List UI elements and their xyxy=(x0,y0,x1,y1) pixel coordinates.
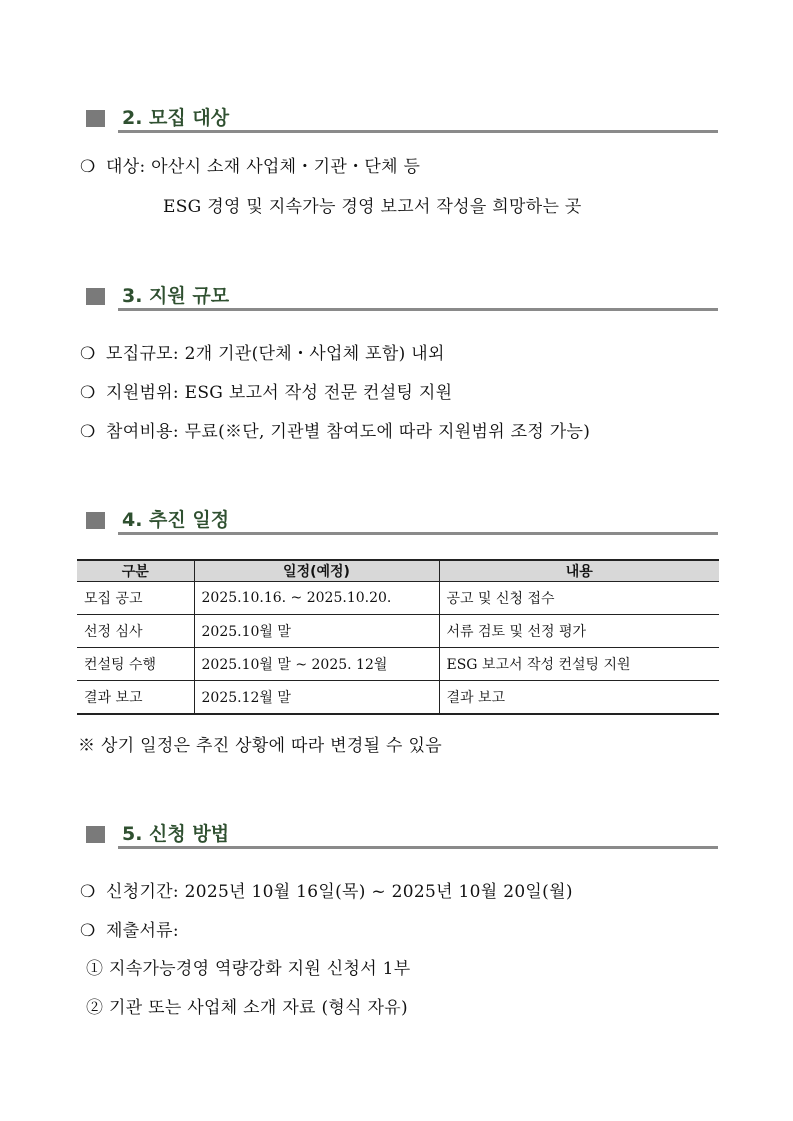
square-bullet-icon xyxy=(86,110,105,127)
table-cell: 결과 보고 xyxy=(77,681,194,715)
column-header: 내용 xyxy=(439,560,719,582)
table-cell: 2025.12월 말 xyxy=(194,681,439,715)
table-cell: 공고 및 신청 접수 xyxy=(439,582,719,615)
table-cell: 결과 보고 xyxy=(439,681,719,715)
circle-bullet-icon: ❍ xyxy=(80,344,96,364)
square-bullet-icon xyxy=(86,512,105,529)
scale-item xyxy=(80,343,445,365)
column-header: 일정(예정) xyxy=(194,560,439,582)
section-rule xyxy=(118,130,718,133)
apply-docs-label xyxy=(80,920,179,942)
circle-bullet-icon: ❍ xyxy=(80,157,96,177)
section-title: 4. 추진 일정 xyxy=(122,509,230,531)
schedule-table xyxy=(77,559,719,715)
section-heading-scale xyxy=(86,284,718,310)
scale-item xyxy=(80,421,590,443)
apply-docs-label-text: 제출서류: xyxy=(106,921,179,941)
table-cell: ESG 보고서 작성 컨설팅 지원 xyxy=(439,648,719,681)
table-row xyxy=(77,615,719,648)
table-cell: 2025.10월 말 ~ 2025. 12월 xyxy=(194,648,439,681)
apply-period-text: 신청기간: 2025년 10월 16일(목) ~ 2025년 10월 20일(월) xyxy=(106,882,573,902)
target-line xyxy=(80,156,420,178)
circle-bullet-icon: ❍ xyxy=(80,422,96,442)
circle-bullet-icon: ❍ xyxy=(80,383,96,403)
square-bullet-icon xyxy=(86,288,105,305)
table-cell: 서류 검토 및 선정 평가 xyxy=(439,615,719,648)
apply-doc-item: ① 지속가능경영 역량강화 지원 신청서 1부 xyxy=(86,959,411,979)
scale-item-text: 참여비용: 무료(※단, 기관별 참여도에 따라 지원범위 조정 가능) xyxy=(106,422,591,442)
apply-doc-item: ② 기관 또는 사업체 소개 자료 (형식 자유) xyxy=(86,998,408,1018)
section-rule xyxy=(118,532,718,535)
section-rule xyxy=(118,846,718,849)
schedule-note: ※ 상기 일정은 추진 상황에 따라 변경될 수 있음 xyxy=(78,736,442,756)
section-title: 2. 모집 대상 xyxy=(122,107,230,129)
target-text: 대상: 아산시 소재 사업체・기관・단체 등 xyxy=(106,157,421,177)
section-heading-target xyxy=(86,106,718,132)
column-header: 구분 xyxy=(77,560,194,582)
section-title: 3. 지원 규모 xyxy=(122,285,230,307)
target-line-continued: ESG 경영 및 지속가능 경영 보고서 작성을 희망하는 곳 xyxy=(163,197,582,217)
scale-item-text: 모집규모: 2개 기관(단체・사업체 포함) 내외 xyxy=(106,344,445,364)
table-cell: 모집 공고 xyxy=(77,582,194,615)
table-row xyxy=(77,648,719,681)
section-heading-schedule xyxy=(86,508,718,534)
scale-item-text: 지원범위: ESG 보고서 작성 전문 컨설팅 지원 xyxy=(106,383,453,403)
apply-period xyxy=(80,881,573,903)
section-title: 5. 신청 방법 xyxy=(122,823,230,845)
table-header-row xyxy=(77,560,719,582)
table-cell: 선정 심사 xyxy=(77,615,194,648)
table-row xyxy=(77,582,719,615)
table-row xyxy=(77,681,719,715)
square-bullet-icon xyxy=(86,826,105,843)
table-cell: 2025.10월 말 xyxy=(194,615,439,648)
scale-item xyxy=(80,382,452,404)
section-rule xyxy=(118,308,718,311)
circle-bullet-icon: ❍ xyxy=(80,921,96,941)
table-cell: 컨설팅 수행 xyxy=(77,648,194,681)
circle-bullet-icon: ❍ xyxy=(80,882,96,902)
table-cell: 2025.10.16. ~ 2025.10.20. xyxy=(194,582,439,615)
section-heading-apply xyxy=(86,822,718,848)
